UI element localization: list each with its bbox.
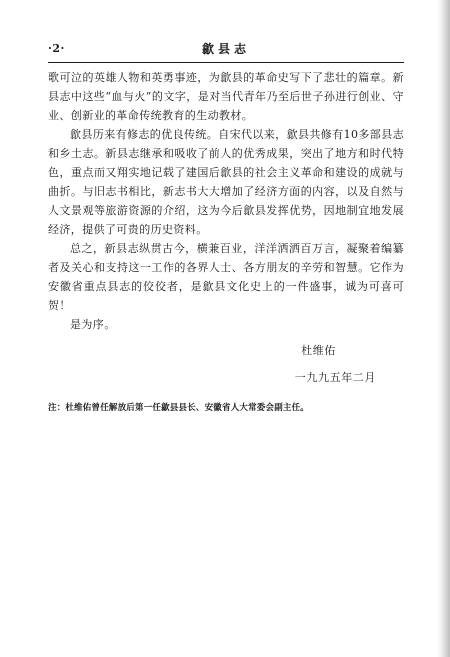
footnote: 注：杜维佑曾任解放后第一任歙县县长、安徽省人大常委会副主任。 xyxy=(48,403,310,413)
paragraph-closing: 是为序。 xyxy=(70,318,116,331)
paragraph-summary: 总之，新县志纵贯古今，横兼百业，洋洋洒洒百万言，凝聚着编纂者及关心和支持这一工作的各界人士、各方朋友的辛劳和智慧。它作为安徽省重点县志的佼佼者，是歙县文化史上的一件盛事，诚为可喜可贺！ xyxy=(48,242,404,312)
scan-page-edge xyxy=(436,0,450,657)
paragraph-continuation: 歌可泣的英雄人物和英勇事迹，为歙县的革命史写下了悲壮的篇章。新县志中这些“血与火”的文字，是对当代青年乃至后世子孙进行创业、守业、创新业的革命传统教育的生动教材。 xyxy=(48,71,404,122)
signature-date: 一九九五年二月 xyxy=(294,371,376,384)
paragraph-history: 歙县历来有修志的优良传统。自宋代以来，歙县共修有10多部县志和乡土志。新县志继承和吸收了前人的优秀成果，突出了地方和时代特色，重点而又翔实地记载了建国后歙县的社会主义革命和建设的成就与曲折。与旧志书相比，新志书大大增加了经济方面的内容，以及自然与人文景观等旅游资源的介绍，这为今后歙县发挥优势，因地制宜地发展经济，提供了可贵的历史资料。 xyxy=(48,128,404,236)
page-number: ·2· xyxy=(48,42,65,55)
body-text xyxy=(48,68,404,334)
running-header xyxy=(48,41,404,57)
book-title: 歙县志 xyxy=(201,42,250,56)
header-rule xyxy=(48,62,404,63)
author-signature: 杜维佑 xyxy=(301,344,336,357)
